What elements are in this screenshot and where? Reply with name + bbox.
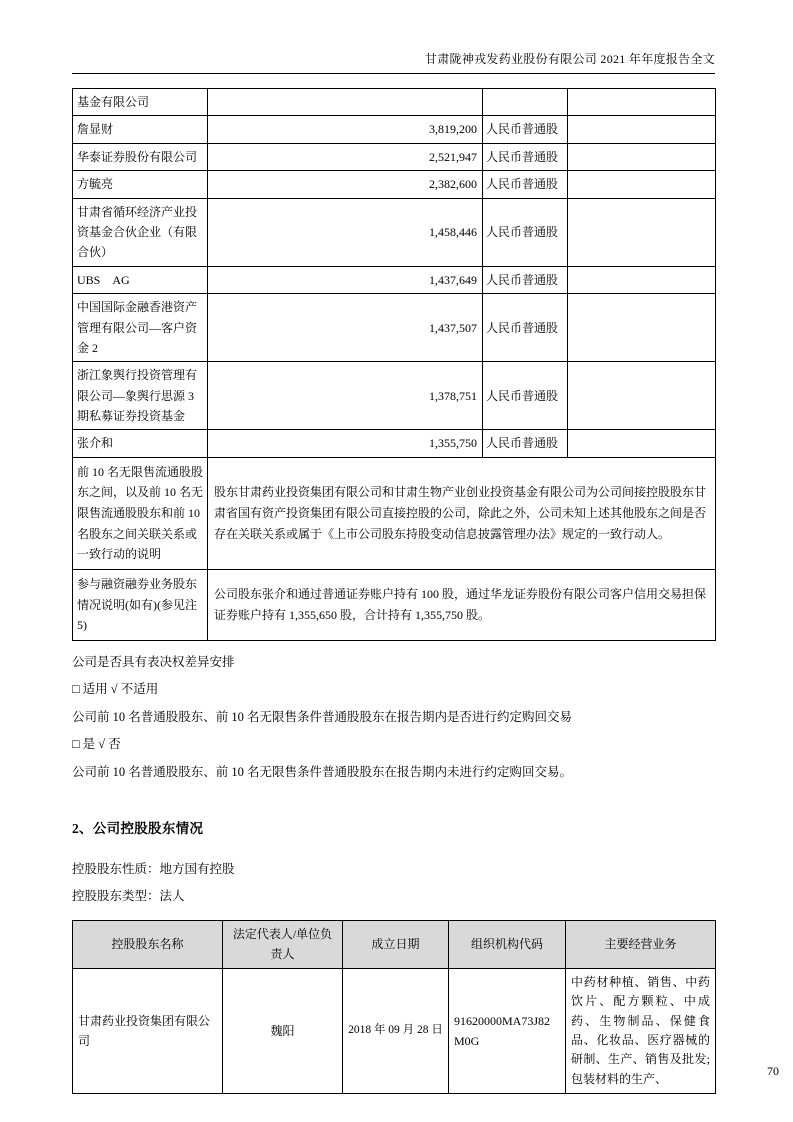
empty-cell bbox=[568, 143, 716, 170]
table-row bbox=[73, 457, 716, 569]
controlling-shareholder-type: 控股股东类型：法人 bbox=[72, 889, 185, 904]
header-establishment-date: 成立日期 bbox=[343, 921, 449, 968]
header-legal-representative: 法定代表人/单位负责人 bbox=[223, 921, 343, 968]
report-title: 甘肃陇神戎发药业股份有限公司 2021 年年度报告全文 bbox=[424, 52, 715, 66]
shareholders-table bbox=[72, 88, 716, 641]
shares-count: 1,437,649 bbox=[208, 266, 483, 293]
margin-trading-note-label: 参与融资融券业务股东情况说明(如有)(参见注 5) bbox=[73, 569, 208, 640]
shareholder-name: 浙江象舆行投资管理有限公司—象舆行思源 3 期私募证券投资基金 bbox=[73, 362, 208, 430]
margin-trading-note-content: 公司股东张介和通过普通证券账户持有 100 股，通过华龙证券股份有限公司客户信用交易担保证券账户持有 1,355,650 股，合计持有 1,355,750 股。 bbox=[208, 569, 716, 640]
shareholder-name: UBS AG bbox=[73, 266, 208, 293]
header-main-business: 主要经营业务 bbox=[566, 921, 716, 968]
section-heading-controlling-shareholder: 2、公司控股股东情况 bbox=[72, 821, 204, 837]
shareholder-name: 基金有限公司 bbox=[73, 89, 208, 116]
shares-count: 2,382,600 bbox=[208, 171, 483, 198]
header-divider bbox=[72, 73, 715, 74]
related-parties-note-label: 前 10 名无限售流通股股东之间，以及前 10 名无限售流通股股东和前 10 名股东之间关联关系或一致行动的说明 bbox=[73, 457, 208, 569]
share-type: 人民币普通股 bbox=[483, 266, 568, 293]
empty-cell bbox=[568, 89, 716, 116]
shares-count: 3,819,200 bbox=[208, 116, 483, 143]
shareholder-name: 方毓亮 bbox=[73, 171, 208, 198]
table-row bbox=[73, 266, 716, 293]
controlling-shareholder-table bbox=[72, 920, 716, 1094]
shareholder-name: 中国国际金融香港资产管理有限公司—客户资金 2 bbox=[73, 294, 208, 362]
empty-cell bbox=[568, 116, 716, 143]
share-type: 人民币普通股 bbox=[483, 116, 568, 143]
shareholder-name: 张介和 bbox=[73, 430, 208, 457]
related-parties-note-content: 股东甘肃药业投资集团有限公司和甘肃生物产业创业投资基金有限公司为公司间接控股股东甘肃省国有资产投资集团有限公司直接控股的公司，除此之外，公司未知上述其他股东之间是否存在关联关系或属于《上市公司股东持股变动信息披露管理办法》规定的一致行动人。 bbox=[208, 457, 716, 569]
share-type: 人民币普通股 bbox=[483, 143, 568, 170]
share-type: 人民币普通股 bbox=[483, 362, 568, 430]
repurchase-question: 公司前 10 名普通股股东、前 10 名无限售条件普通股股东在报告期内是否进行约定购回交易 bbox=[72, 709, 573, 724]
empty-cell bbox=[568, 362, 716, 430]
table-row bbox=[73, 569, 716, 640]
share-type: 人民币普通股 bbox=[483, 430, 568, 457]
controlling-shareholder-name: 甘肃药业投资集团有限公司 bbox=[73, 968, 223, 1094]
share-type: 人民币普通股 bbox=[483, 294, 568, 362]
empty-cell bbox=[568, 266, 716, 293]
shares-count: 2,521,947 bbox=[208, 143, 483, 170]
shareholder-name: 詹显财 bbox=[73, 116, 208, 143]
table-row bbox=[73, 294, 716, 362]
empty-cell bbox=[568, 198, 716, 266]
table-row bbox=[73, 89, 716, 116]
empty-cell bbox=[568, 430, 716, 457]
voting-rights-question: 公司是否具有表决权差异安排 bbox=[72, 654, 235, 669]
main-business: 中药材种植、销售、中药饮片、配方颗粒、中成药、生物制品、保健食品、化妆品、医疗器械的研制、生产、销售及批发;包装材料的生产、 bbox=[566, 968, 716, 1094]
share-type: 人民币普通股 bbox=[483, 171, 568, 198]
header-organization-code: 组织机构代码 bbox=[449, 921, 566, 968]
table-row bbox=[73, 143, 716, 170]
shares-count bbox=[208, 89, 483, 116]
shareholder-name: 甘肃省循环经济产业投资基金合伙企业（有限合伙） bbox=[73, 198, 208, 266]
share-type: 人民币普通股 bbox=[483, 198, 568, 266]
header-shareholder-name: 控股股东名称 bbox=[73, 921, 223, 968]
voting-rights-checkbox-line: □ 适用 √ 不适用 bbox=[72, 682, 159, 697]
empty-cell bbox=[568, 171, 716, 198]
share-type bbox=[483, 89, 568, 116]
controlling-shareholder-nature: 控股股东性质：地方国有控股 bbox=[72, 862, 235, 877]
organization-code: 91620000MA73J82M0G bbox=[449, 968, 566, 1094]
repurchase-checkbox-line: □ 是 √ 否 bbox=[72, 737, 121, 752]
shareholder-name: 华泰证券股份有限公司 bbox=[73, 143, 208, 170]
table-row bbox=[73, 362, 716, 430]
shares-count: 1,355,750 bbox=[208, 430, 483, 457]
empty-cell bbox=[568, 294, 716, 362]
page-number: 70 bbox=[767, 1064, 779, 1078]
table-row bbox=[73, 116, 716, 143]
table-header-row bbox=[73, 921, 716, 968]
establishment-date: 2018 年 09 月 28 日 bbox=[343, 968, 449, 1094]
shares-count: 1,378,751 bbox=[208, 362, 483, 430]
repurchase-statement: 公司前 10 名普通股股东、前 10 名无限售条件普通股股东在报告期内未进行约定购回交易。 bbox=[72, 764, 573, 779]
table-row bbox=[73, 430, 716, 457]
shares-count: 1,458,446 bbox=[208, 198, 483, 266]
shares-count: 1,437,507 bbox=[208, 294, 483, 362]
table-row bbox=[73, 171, 716, 198]
table-row bbox=[73, 198, 716, 266]
legal-representative: 魏阳 bbox=[223, 968, 343, 1094]
table-row bbox=[73, 968, 716, 1094]
